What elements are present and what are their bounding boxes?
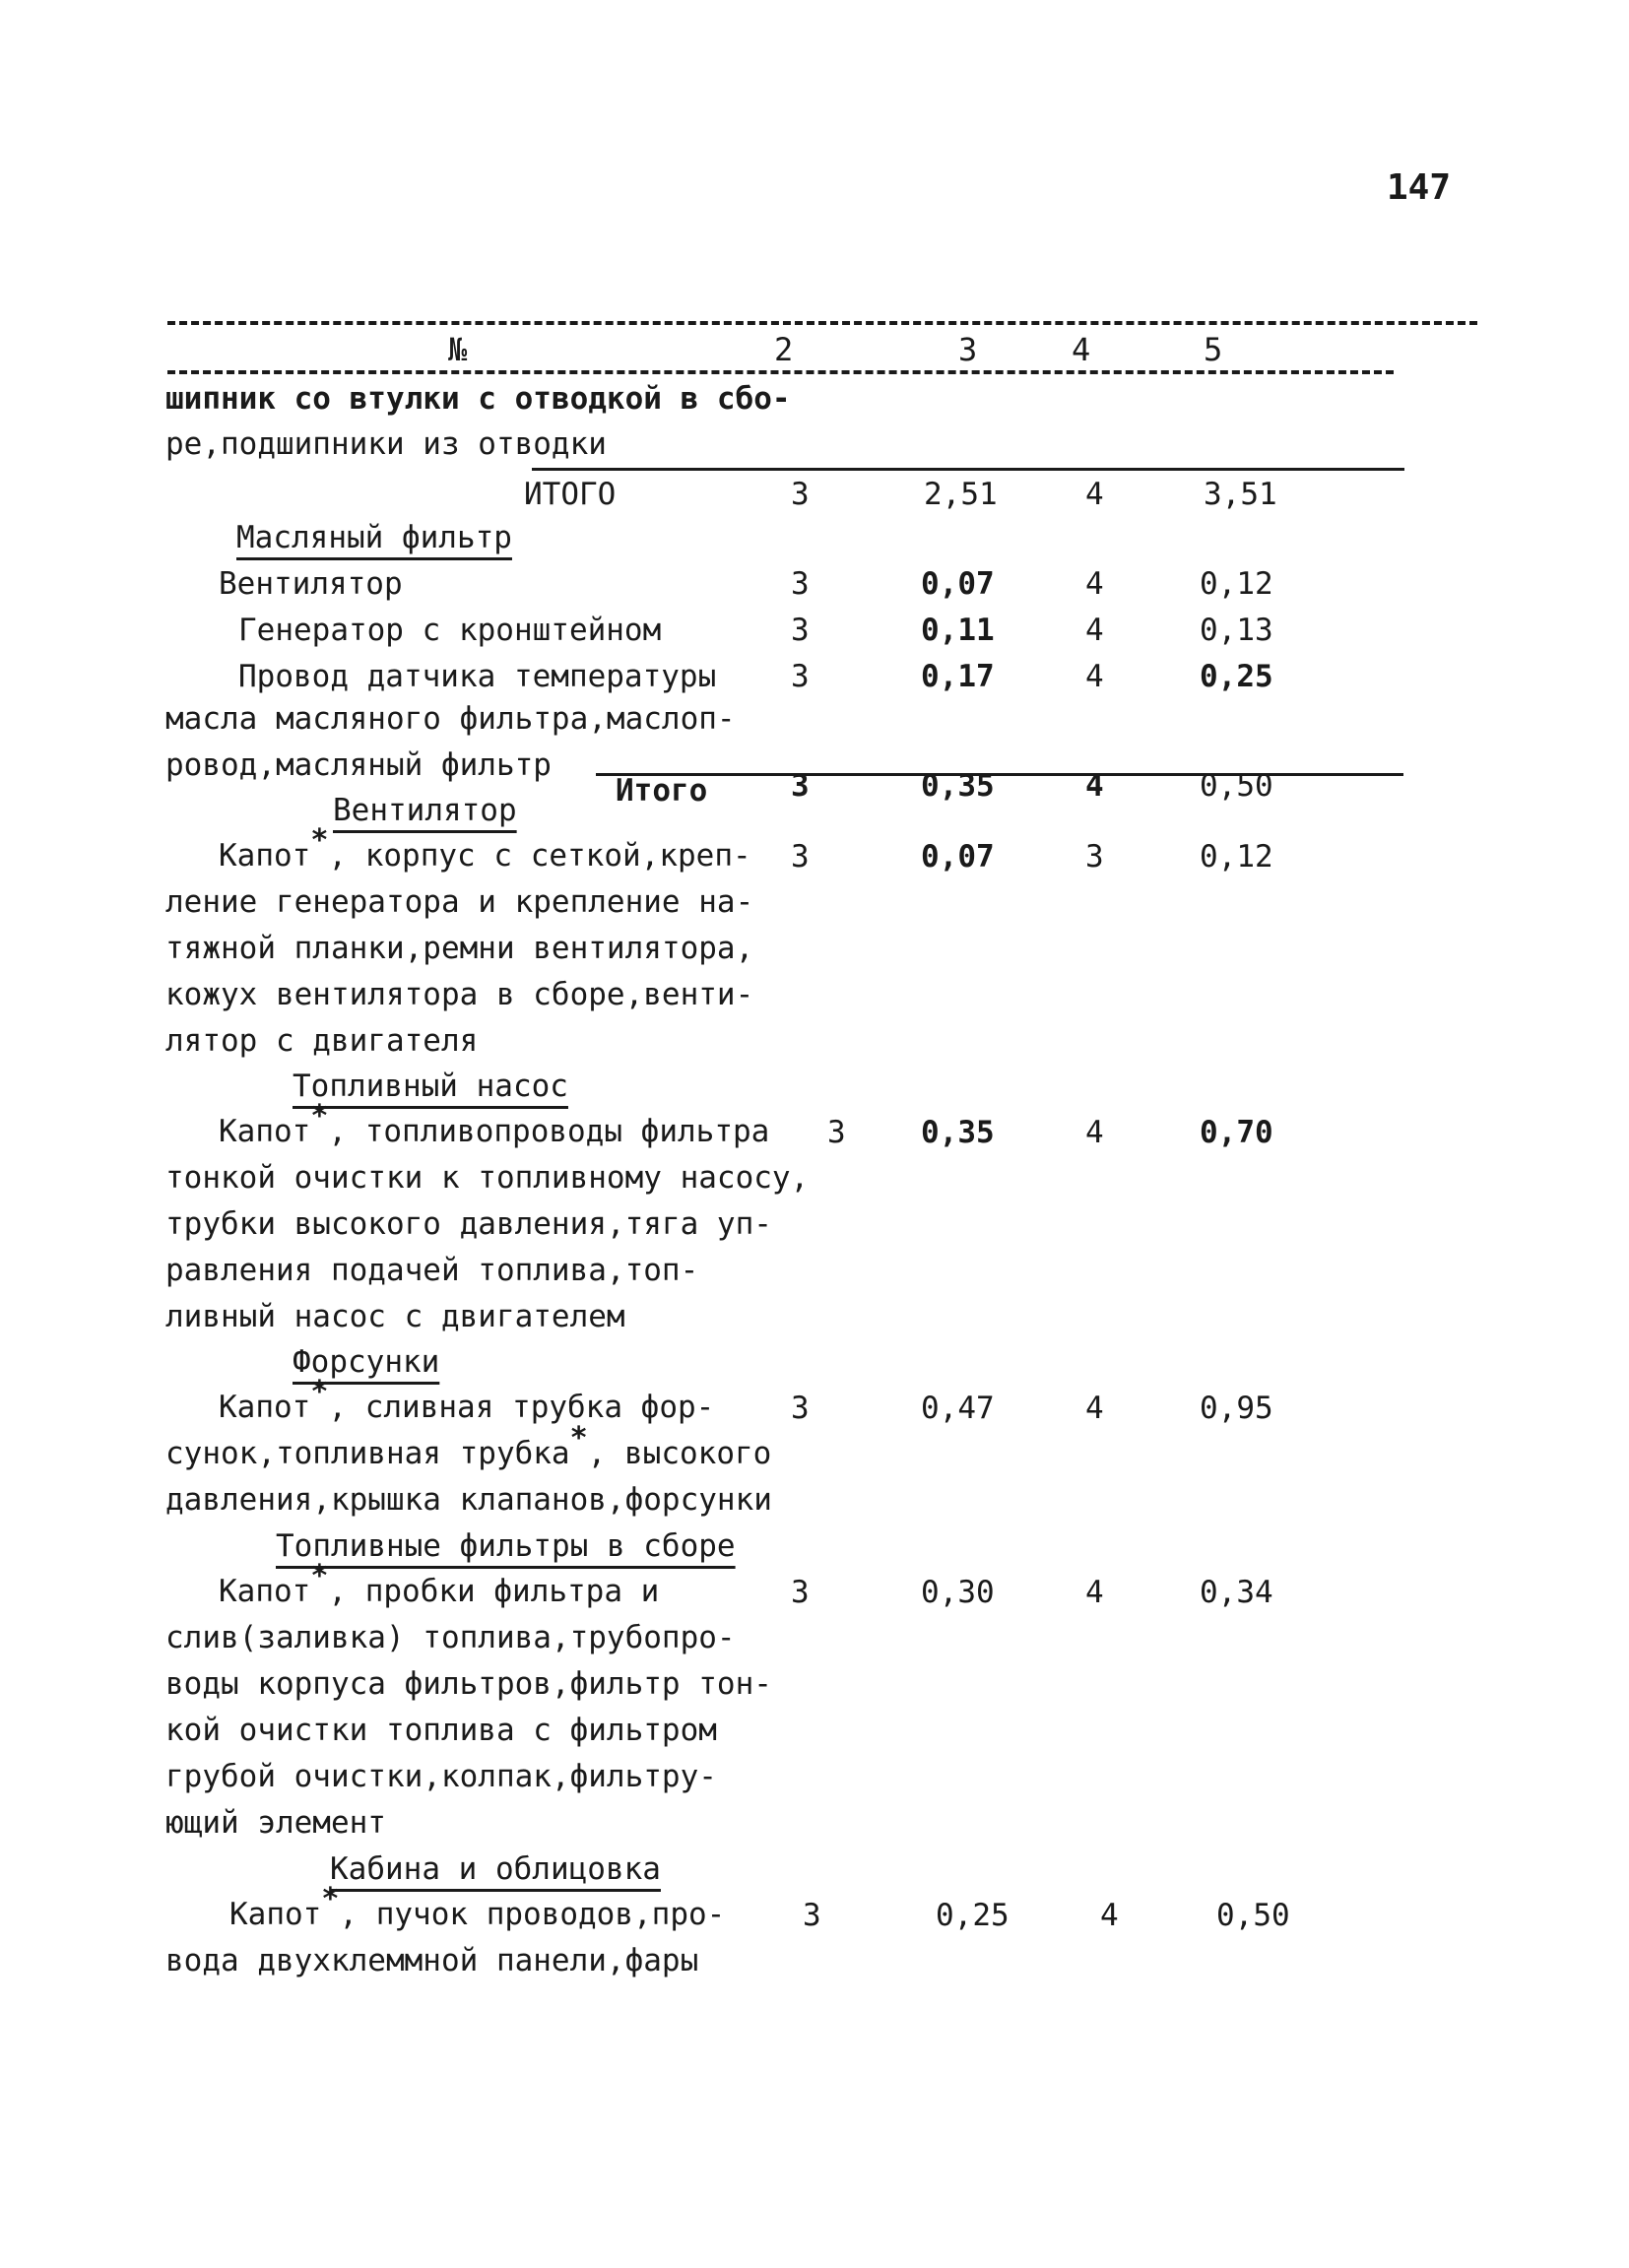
text-line: кожух вентилятора в сборе,венти- (165, 977, 754, 1012)
value-col3: 0,30 (921, 1575, 995, 1610)
text-line: кой очистки топлива с фильтром (165, 1713, 717, 1748)
header-col-number: № (448, 331, 468, 368)
value-col2: 3 (791, 839, 810, 875)
item-first-line: Капот*, пробки фильтра и (219, 1559, 660, 1609)
value-col4: 4 (1085, 477, 1104, 512)
text-line: сунок,топливная трубка*, высокого (165, 1421, 772, 1471)
text-line: вода двухклеммной панели,фары (165, 1943, 699, 1978)
value-col3: 0,11 (921, 613, 995, 648)
text-line: ление генератора и крепление на- (165, 884, 754, 920)
value-col5: 0,95 (1200, 1391, 1273, 1426)
text-line: лятор с двигателя (165, 1023, 479, 1059)
item-name: Генератор с кронштейном (238, 613, 662, 648)
item-first-line: Капот*, сливная трубка фор- (219, 1375, 715, 1425)
value-col3: 2,51 (924, 477, 998, 512)
header-col-4: 4 (1072, 331, 1091, 368)
text-line: шипник со втулки с отводкой в сбо- (165, 381, 791, 417)
value-col4: 4 (1085, 566, 1104, 602)
item-first-line: Капот*, пучок проводов,про- (229, 1882, 726, 1932)
text-line: ровод,масляный фильтр (165, 747, 552, 783)
text-line: грубой очистки,колпак,фильтру- (165, 1759, 717, 1794)
value-col5: 0,50 (1216, 1898, 1290, 1933)
value-col5: 0,50 (1200, 768, 1273, 804)
text-line: ливный насос с двигателем (165, 1299, 625, 1334)
section-title: Масляный фильтр (236, 520, 512, 555)
total-rule (532, 468, 1404, 471)
value-col4: 3 (1085, 839, 1104, 875)
item-name: Вентилятор (219, 566, 403, 602)
value-col2: 3 (791, 1575, 810, 1610)
value-col5: 0,25 (1200, 659, 1273, 694)
section-title: Форсунки (293, 1344, 440, 1380)
value-col5: 0,34 (1200, 1575, 1273, 1610)
header-bottom-rule (167, 370, 1394, 374)
value-col4: 4 (1085, 1575, 1104, 1610)
value-col4: 4 (1085, 1391, 1104, 1426)
value-col3: 0,47 (921, 1391, 995, 1426)
total-rule (596, 773, 1403, 776)
value-col3: 0,17 (921, 659, 995, 694)
text-line: воды корпуса фильтров,фильтр тон- (165, 1666, 772, 1702)
header-col-2: 2 (774, 331, 794, 368)
value-col3: 0,25 (936, 1898, 1010, 1933)
text-line: трубки высокого давления,тяга уп- (165, 1206, 772, 1242)
value-col4: 4 (1085, 768, 1104, 804)
value-col2: 3 (827, 1115, 846, 1150)
text-line: давления,крышка клапанов,форсунки (165, 1482, 772, 1518)
item-first-line: Капот*, топливопроводы фильтра (219, 1099, 770, 1149)
value-col2: 3 (791, 477, 810, 512)
value-col2: 3 (791, 1391, 810, 1426)
value-col3: 0,07 (921, 839, 995, 875)
item-name: Провод датчика температуры (238, 659, 717, 694)
value-col2: 3 (791, 768, 810, 804)
section-title: Топливные фильтры в сборе (276, 1528, 736, 1564)
text-line: тонкой очистки к топливному насосу, (165, 1160, 810, 1196)
value-col3: 0,35 (921, 768, 995, 804)
value-col2: 3 (791, 613, 810, 648)
value-col5: 0,12 (1200, 839, 1273, 875)
text-line: масла масляного фильтра,маслоп- (165, 701, 736, 737)
header-col-5: 5 (1204, 331, 1223, 368)
section-title: Вентилятор (333, 793, 517, 828)
value-col5: 0,13 (1200, 613, 1273, 648)
value-col4: 4 (1085, 659, 1104, 694)
value-col2: 3 (791, 659, 810, 694)
text-line: тяжной планки,ремни вентилятора, (165, 931, 754, 966)
value-col3: 0,07 (921, 566, 995, 602)
total-label: ИТОГО (524, 477, 617, 512)
value-col5: 0,12 (1200, 566, 1273, 602)
header-top-rule (167, 321, 1477, 325)
value-col4: 4 (1100, 1898, 1119, 1933)
item-first-line: Капот*, корпус с сеткой,креп- (219, 823, 751, 874)
total-label: Итого (616, 773, 708, 809)
value-col4: 4 (1085, 613, 1104, 648)
value-col5: 3,51 (1204, 477, 1277, 512)
text-line: равления подачей топлива,топ- (165, 1253, 699, 1288)
value-col4: 4 (1085, 1115, 1104, 1150)
value-col5: 0,70 (1200, 1115, 1273, 1150)
header-col-3: 3 (958, 331, 978, 368)
section-title: Топливный насос (293, 1069, 568, 1104)
value-col2: 3 (791, 566, 810, 602)
value-col2: 3 (803, 1898, 821, 1933)
page-number: 147 (1387, 167, 1452, 208)
value-col3: 0,35 (921, 1115, 995, 1150)
text-line: ющий элемент (165, 1805, 386, 1841)
text-line: слив(заливка) топлива,трубопро- (165, 1620, 736, 1655)
text-line: ре,подшипники из отводки (165, 426, 607, 462)
section-title: Кабина и облицовка (330, 1851, 661, 1887)
